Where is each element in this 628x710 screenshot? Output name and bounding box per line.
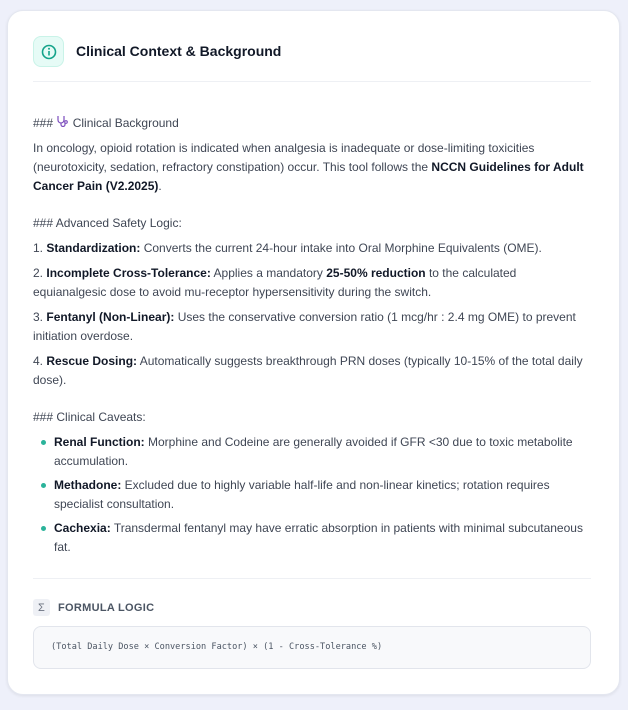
item-title: Rescue Dosing:: [46, 354, 138, 368]
safety-heading: ### Advanced Safety Logic:: [33, 216, 182, 230]
item-title: Fentanyl (Non-Linear):: [46, 310, 175, 324]
caveats-list: [41, 433, 591, 557]
formula-label: [33, 599, 154, 616]
background-heading: [33, 114, 591, 133]
item-title: Cachexia:: [54, 521, 111, 535]
safety-item: [33, 239, 591, 258]
safety-item: [33, 352, 591, 390]
bullet-icon: [41, 483, 46, 488]
caveat-item: [41, 476, 591, 514]
sigma-icon: Σ: [33, 599, 50, 616]
card-body: [33, 114, 591, 562]
formula-box: [33, 626, 591, 669]
bullet-icon: [41, 526, 46, 531]
safety-item: [33, 308, 591, 346]
text: to the calculated equianalgesic dose to avoid mu-receptor hypersensitivity during the switch.: [33, 266, 517, 299]
text: Excluded due to highly variable half-life and non-linear kinetics; rotation requires specialist consultation.: [54, 478, 550, 511]
text: Converts the current 24-hour intake into Oral Morphine Equivalents (OME).: [140, 241, 542, 255]
num: 2.: [33, 266, 44, 280]
item-title: Methadone:: [54, 478, 122, 492]
text: Transdermal fentanyl may have erratic absorption in patients with minimal subcutaneous fat.: [54, 521, 583, 554]
clinical-context-card: [7, 10, 620, 695]
guideline-reference: NCCN Guidelines for Adult Cancer Pain (V2.2025): [33, 160, 584, 193]
background-heading-text: Clinical Background: [72, 116, 179, 130]
num: 1.: [33, 241, 44, 255]
divider: [33, 578, 591, 579]
formula-label-text: FORMULA LOGIC: [58, 601, 155, 614]
stethoscope-icon: [56, 116, 69, 130]
text: Morphine and Codeine are generally avoided if GFR <30 due to toxic metabolite accumulation.: [54, 435, 573, 468]
heading-prefix: ###: [33, 116, 54, 130]
background-paragraph: [33, 139, 591, 196]
caveat-item: [41, 519, 591, 557]
text: Uses the conservative conversion ratio (1 mcg/hr : 2.4 mg OME) to prevent initiation overdose.: [33, 310, 576, 343]
num: 4.: [33, 354, 44, 368]
item-title: Standardization:: [46, 241, 141, 255]
card-header: [33, 36, 591, 82]
bullet-icon: [41, 440, 46, 445]
item-title: Renal Function:: [54, 435, 145, 449]
caveats-heading: ### Clinical Caveats:: [33, 410, 146, 424]
bold-text: 25-50% reduction: [326, 266, 426, 280]
num: 3.: [33, 310, 44, 324]
card-title: Clinical Context & Background: [76, 43, 282, 59]
text: Automatically suggests breakthrough PRN doses (typically 10-15% of the total daily dose).: [33, 354, 583, 387]
item-title: Incomplete Cross-Tolerance:: [46, 266, 211, 280]
info-icon: [33, 36, 64, 67]
text: Applies a mandatory: [210, 266, 327, 280]
formula-expression: (Total Daily Dose × Conversion Factor) × (1 - Cross-Tolerance %): [51, 642, 383, 652]
caveat-item: [41, 433, 591, 471]
text: In oncology, opioid rotation is indicated when analgesia is inadequate or dose-limiting toxicities (neurotoxicity, sedation, refractory constipation) occur. This tool follows the: [33, 141, 535, 174]
safety-item: [33, 264, 591, 302]
text: .: [158, 179, 162, 193]
